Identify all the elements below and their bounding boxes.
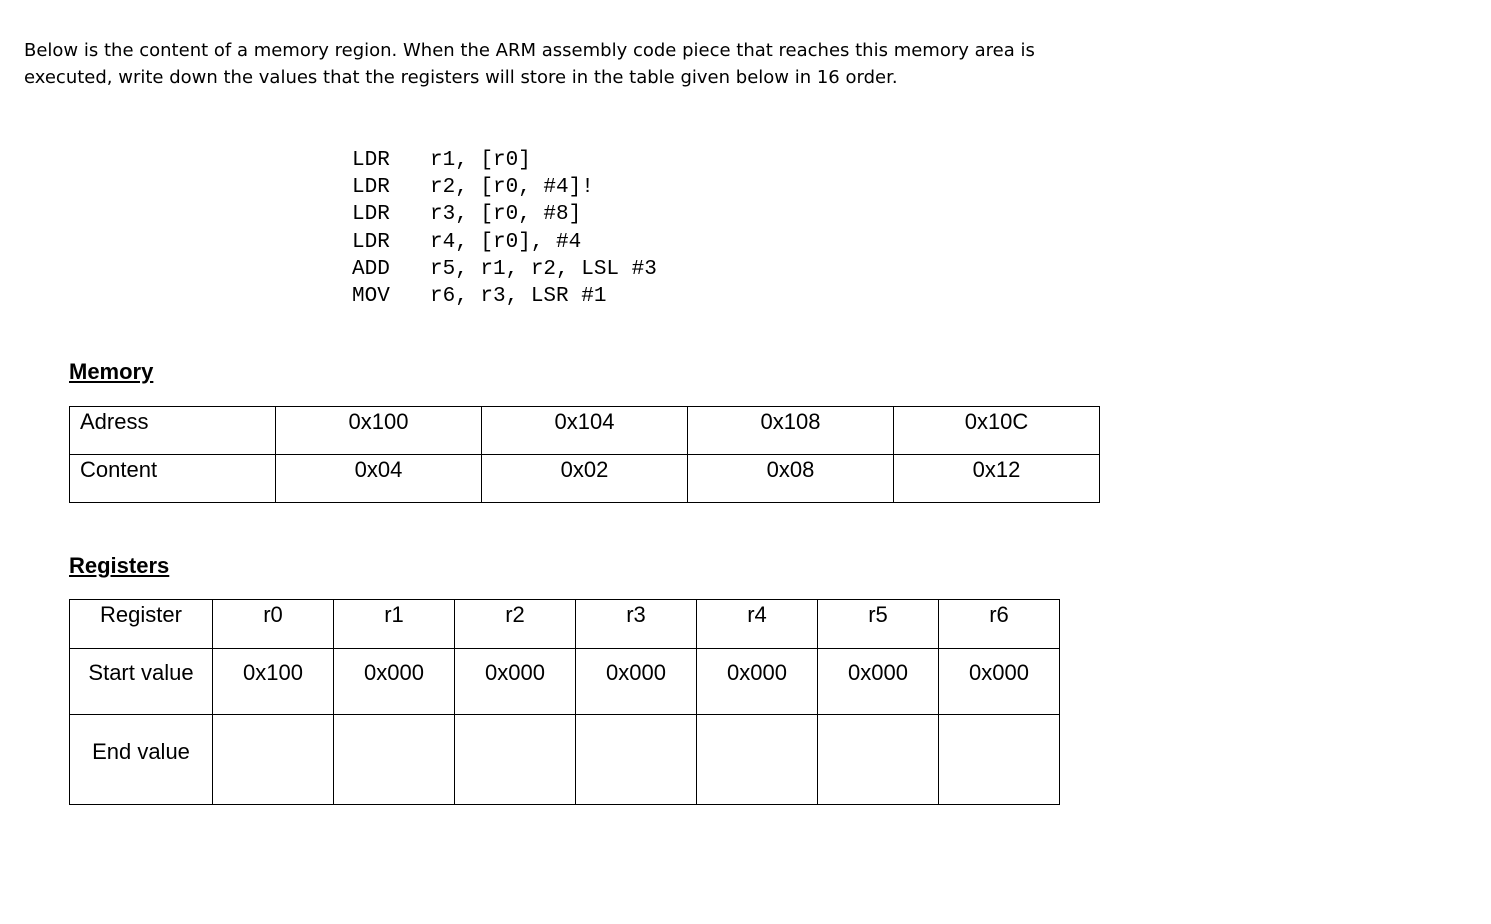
code-line (352, 256, 657, 283)
address-label-cell: Adress (70, 407, 276, 455)
code-line (352, 229, 657, 256)
start-value-cell: 0x100 (213, 649, 334, 715)
code-operands: r4, [r0], #4 (430, 230, 582, 254)
address-cell: 0x108 (688, 407, 894, 455)
register-label-cell: Register (70, 600, 213, 649)
content-cell: 0x02 (482, 455, 688, 503)
code-opcode: MOV (352, 284, 390, 308)
memory-section-title: Memory (69, 359, 154, 384)
start-value-cell: 0x000 (334, 649, 455, 715)
memory-address-row (70, 407, 1100, 455)
end-value-cell (334, 715, 455, 805)
code-operands: r5, r1, r2, LSL #3 (430, 257, 657, 281)
assembly-code-block (352, 147, 657, 310)
code-opcode: LDR (352, 149, 390, 172)
content-label-cell: Content (70, 455, 276, 503)
start-value-cell: 0x000 (455, 649, 576, 715)
end-value-cell (818, 715, 939, 805)
register-name-cell: r3 (576, 600, 697, 649)
end-value-cell (697, 715, 818, 805)
register-name-cell: r4 (697, 600, 818, 649)
register-name-cell: r0 (213, 600, 334, 649)
memory-content-row (70, 455, 1100, 503)
content-cell: 0x04 (276, 455, 482, 503)
end-value-row (70, 715, 1060, 805)
end-value-cell (213, 715, 334, 805)
start-value-cell: 0x000 (697, 649, 818, 715)
start-value-label-cell: Start value (70, 649, 213, 715)
content-cell: 0x12 (894, 455, 1100, 503)
code-opcode: LDR (352, 176, 390, 200)
code-opcode: LDR (352, 203, 390, 227)
register-name-cell: r6 (939, 600, 1060, 649)
register-name-cell: r2 (455, 600, 576, 649)
register-name-cell: r1 (334, 600, 455, 649)
end-value-label-cell: End value (70, 715, 213, 805)
code-line (352, 201, 657, 228)
code-opcode: LDR (352, 230, 390, 254)
start-value-row (70, 649, 1060, 715)
code-operands: r6, r3, LSR #1 (430, 284, 607, 308)
instructions-line-2: executed, write down the values that the registers will store in the table given below in 16 order. (24, 67, 898, 88)
address-cell: 0x100 (276, 407, 482, 455)
code-opcode: ADD (352, 257, 390, 281)
memory-table (69, 406, 1100, 503)
instructions-line-1: Below is the content of a memory region. When the ARM assembly code piece that reaches this memory area is (24, 40, 1035, 61)
register-name-cell: r5 (818, 600, 939, 649)
start-value-cell: 0x000 (576, 649, 697, 715)
code-operands: r1, [r0] (430, 149, 531, 172)
address-cell: 0x104 (482, 407, 688, 455)
address-cell: 0x10C (894, 407, 1100, 455)
content-cell: 0x08 (688, 455, 894, 503)
registers-table (69, 599, 1060, 805)
code-line (352, 283, 657, 310)
end-value-cell (455, 715, 576, 805)
code-line (352, 147, 657, 174)
code-line (352, 174, 657, 201)
code-operands: r2, [r0, #4]! (430, 176, 594, 200)
end-value-cell (576, 715, 697, 805)
registers-section-title: Registers (69, 553, 170, 578)
start-value-cell: 0x000 (939, 649, 1060, 715)
end-value-cell (939, 715, 1060, 805)
start-value-cell: 0x000 (818, 649, 939, 715)
code-operands: r3, [r0, #8] (430, 203, 582, 227)
register-name-row (70, 600, 1060, 649)
instructions-text (24, 37, 1084, 91)
